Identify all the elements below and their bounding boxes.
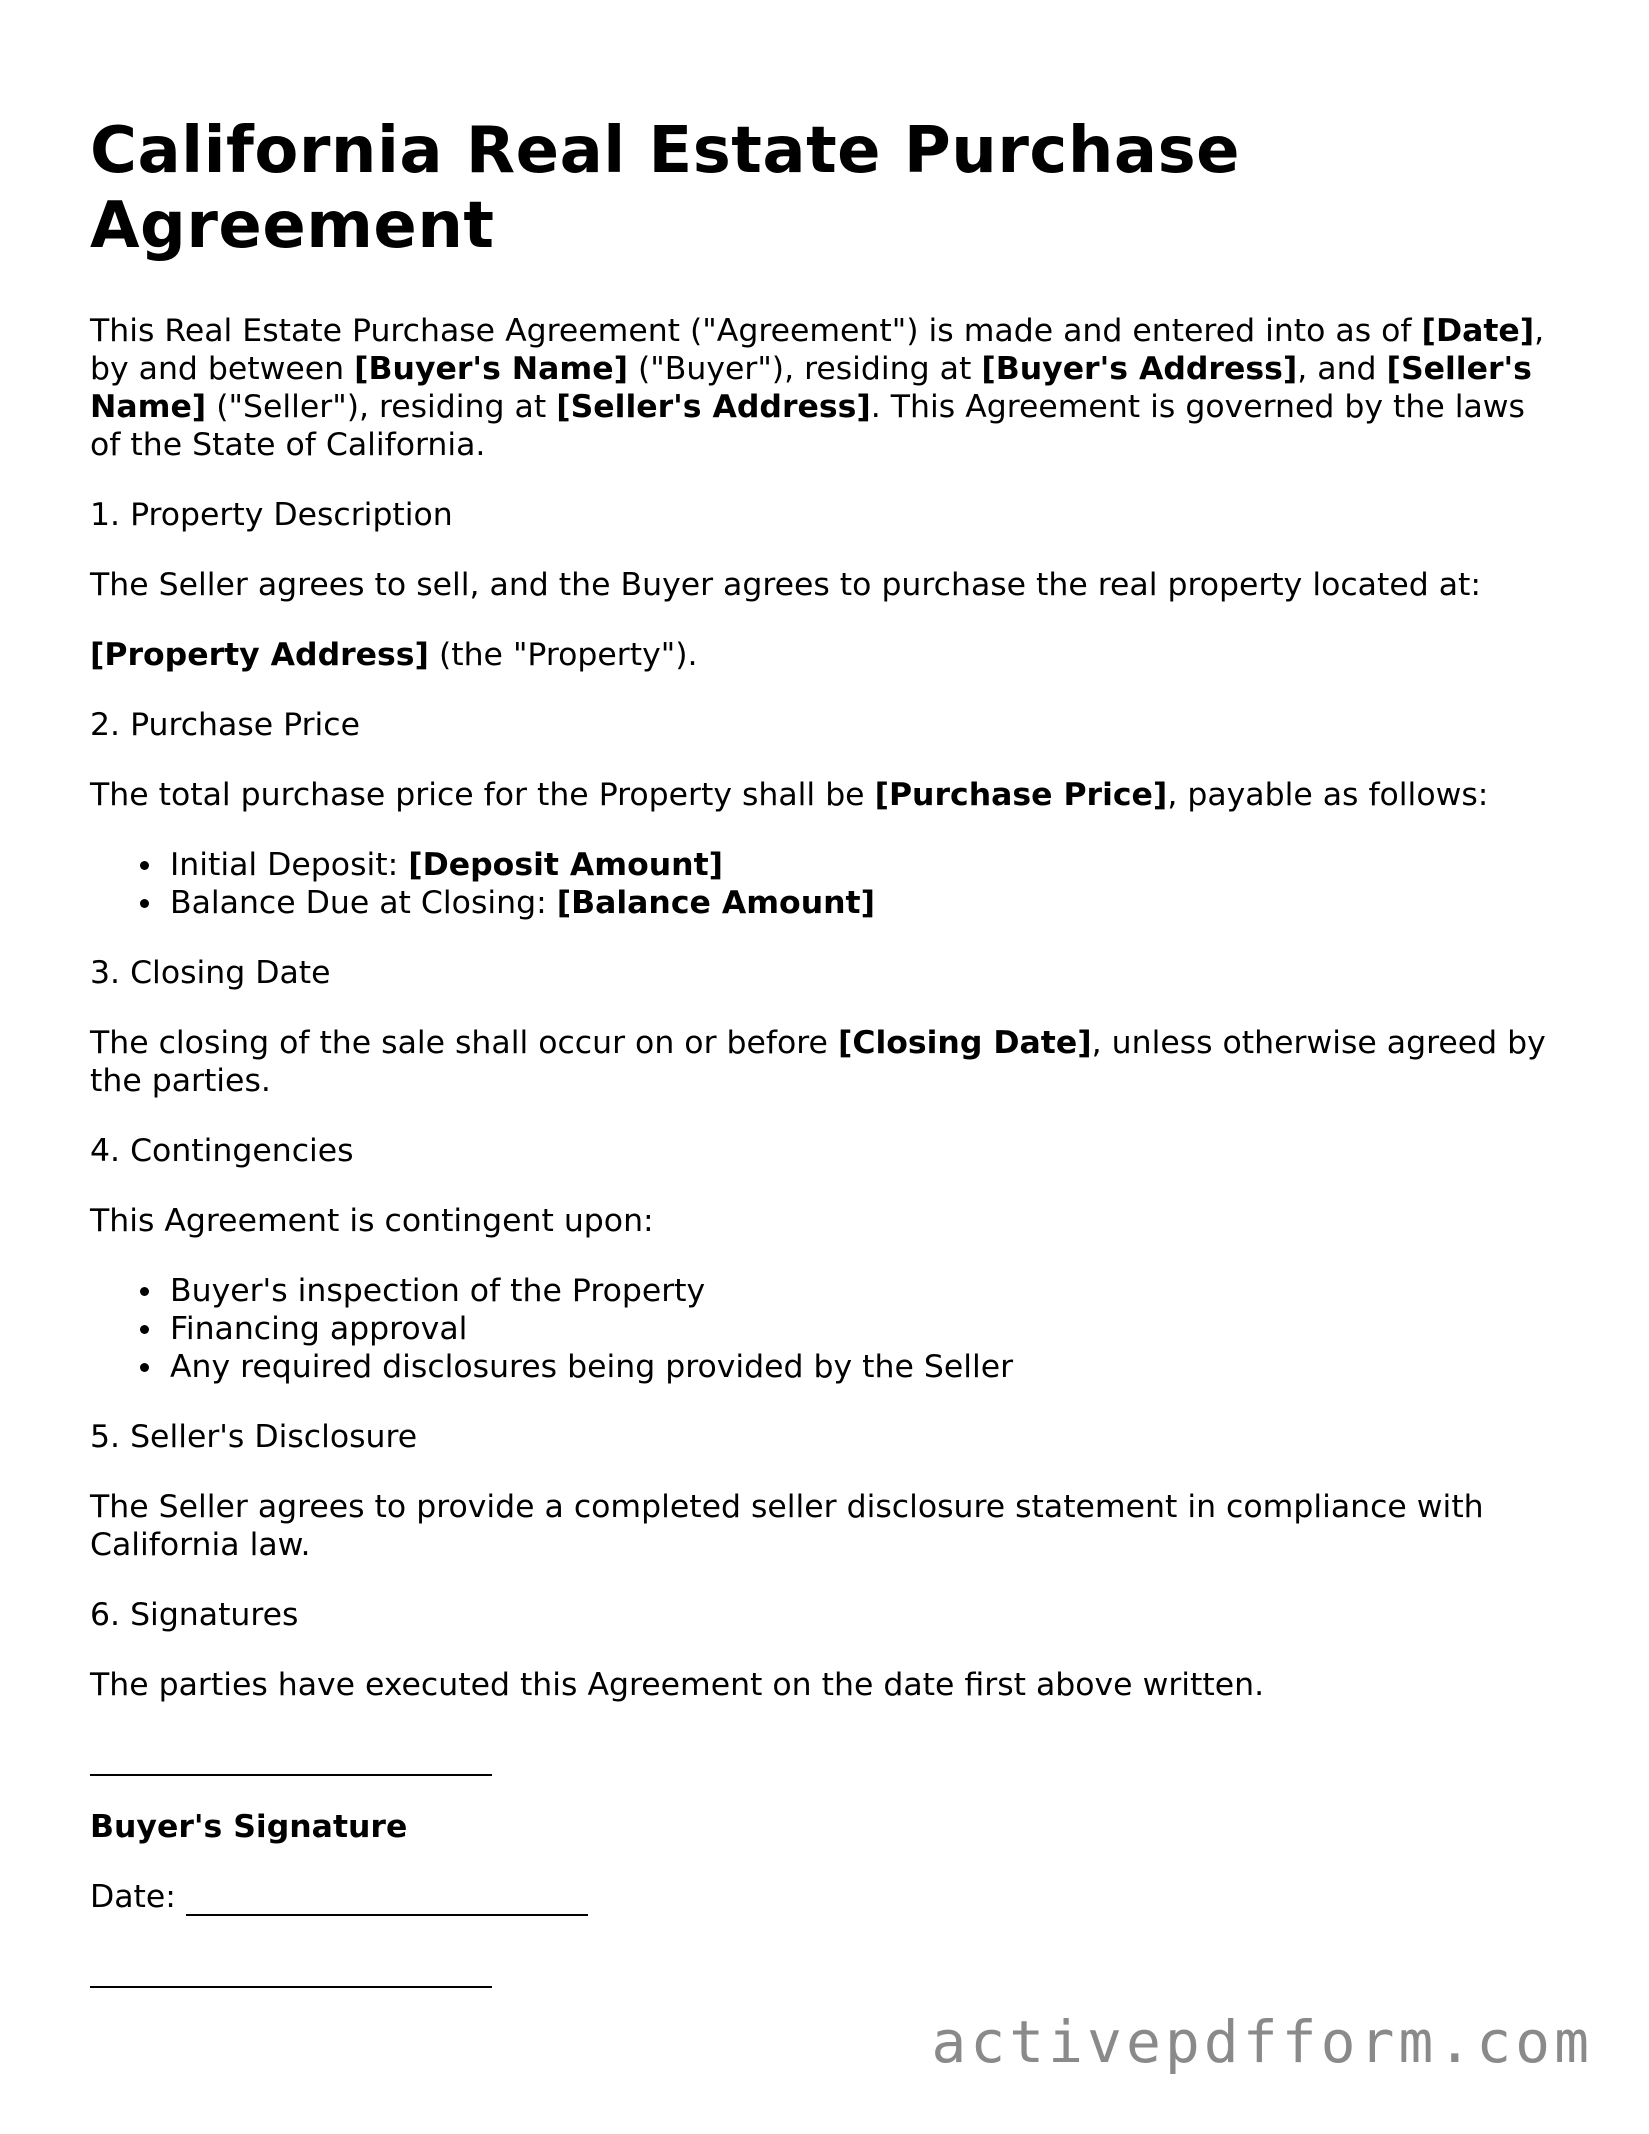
list-item: Any required disclosures being provided by the Seller [170, 1348, 1560, 1386]
buyer-date-row [90, 1878, 1560, 1916]
date-placeholder: [Date] [1421, 313, 1535, 349]
price-text-part: The total purchase price for the Property shall be [90, 777, 875, 813]
intro-text: ("Buyer"), residing at [627, 351, 982, 387]
seller-name-placeholder: [Seller's Name] [90, 351, 1532, 425]
property-suffix: (the "Property"). [428, 637, 698, 673]
intro-text: ("Seller"), residing at [206, 389, 557, 425]
list-item: Financing approval [170, 1310, 1560, 1348]
seller-address-placeholder: [Seller's Address] [556, 389, 871, 425]
seller-signature-block [90, 1948, 1560, 1988]
list-item: Buyer's inspection of the Property [170, 1272, 1560, 1310]
intro-text: , by and between [90, 313, 1545, 387]
section-heading-closing: 3. Closing Date [90, 955, 331, 991]
section-heading-disclosure: 5. Seller's Disclosure [90, 1419, 418, 1455]
list-item-label: Balance Due at Closing: [170, 885, 557, 921]
section-heading-contingencies: 4. Contingencies [90, 1133, 354, 1169]
property-text: The Seller agrees to sell, and the Buyer agrees to purchase the real property located at: [90, 567, 1481, 603]
closing-text-part: The closing of the sale shall occur on or before [90, 1025, 838, 1061]
closing-text [90, 1024, 1560, 1100]
section-heading-property: 1. Property Description [90, 497, 453, 533]
buyer-address-placeholder: [Buyer's Address] [981, 351, 1298, 387]
signatures-text: The parties have executed this Agreement on the date first above written. [90, 1667, 1265, 1703]
property-address-line [90, 636, 1560, 674]
document-title: California Real Estate Purchase Agreement [90, 114, 1241, 263]
seller-signature-line[interactable] [90, 1948, 492, 1988]
buyer-signature-line[interactable] [90, 1736, 492, 1776]
balance-amount-placeholder: [Balance Amount] [556, 885, 875, 921]
closing-text-part: , unless otherwise agreed by the parties. [90, 1025, 1546, 1099]
buyer-signature-label: Buyer's Signature [90, 1809, 408, 1845]
list-item-label: Initial Deposit: [170, 847, 409, 883]
intro-text: . This Agreement is governed by the laws of the State of California. [90, 389, 1525, 463]
intro-text: This Real Estate Purchase Agreement ("Agreement") is made and entered into as of [90, 313, 1422, 349]
intro-paragraph [90, 312, 1560, 464]
closing-date-placeholder: [Closing Date] [837, 1025, 1092, 1061]
list-item [170, 846, 1560, 884]
buyer-signature-block [90, 1736, 1560, 1916]
payment-list [90, 846, 1560, 922]
price-text-part: , payable as follows: [1167, 777, 1489, 813]
section-heading-signatures: 6. Signatures [90, 1597, 299, 1633]
document-page [90, 0, 1560, 1988]
intro-text: , and [1297, 351, 1387, 387]
section-heading-price: 2. Purchase Price [90, 707, 360, 743]
price-text [90, 776, 1560, 814]
disclosure-text: The Seller agrees to provide a completed seller disclosure statement in compliance with California law. [90, 1489, 1484, 1563]
deposit-amount-placeholder: [Deposit Amount] [408, 847, 724, 883]
list-item [170, 884, 1560, 922]
contingencies-text: This Agreement is contingent upon: [90, 1203, 654, 1239]
contingencies-list [90, 1272, 1560, 1386]
property-address-placeholder: [Property Address] [90, 637, 429, 673]
watermark: activepdfform.com [931, 2008, 1593, 2076]
buyer-name-placeholder: [Buyer's Name] [354, 351, 628, 387]
buyer-date-line[interactable] [186, 1884, 588, 1916]
date-label: Date: [90, 1879, 176, 1915]
purchase-price-placeholder: [Purchase Price] [874, 777, 1168, 813]
